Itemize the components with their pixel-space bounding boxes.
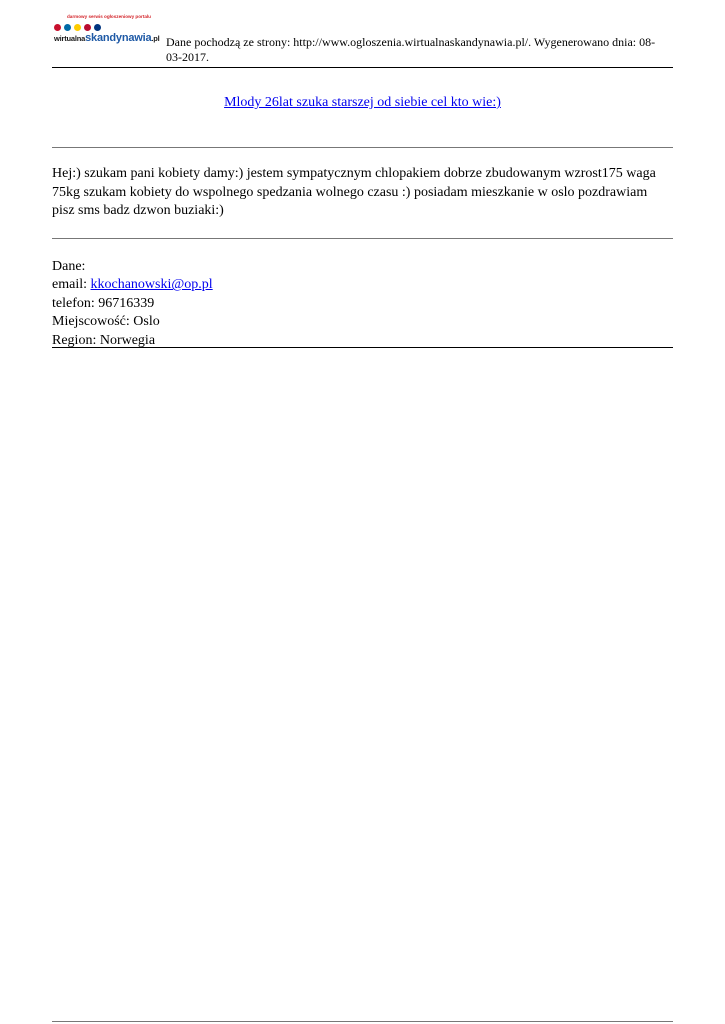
ad-title-link[interactable]: Mlody 26lat szuka starszej od siebie cel kto wie:): [224, 95, 501, 110]
logo-wordmark-suffix: .pl: [151, 34, 160, 43]
body-divider: [52, 238, 673, 239]
source-note: Dane pochodzą ze strony: http://www.ogloszenia.wirtualnaskandynawia.pl/. Wygenerowano dnia: 08-03-2017.: [166, 35, 656, 64]
city-row: Miejscowość: Oslo: [52, 314, 160, 330]
email-link[interactable]: kkochanowski@op.pl: [90, 277, 213, 293]
phone-row: telefon: 96716339: [52, 295, 155, 311]
email-row: [52, 276, 213, 294]
details-divider: [52, 347, 673, 348]
flag-icon: [84, 24, 91, 31]
header-divider: [52, 67, 673, 68]
details-heading: Dane:: [52, 259, 86, 274]
flag-icon: [64, 24, 71, 31]
contact-details: [52, 258, 213, 350]
title-divider: [52, 147, 673, 148]
footer-divider: [52, 1021, 673, 1022]
email-label: email:: [52, 277, 91, 293]
site-logo: [52, 14, 160, 46]
region-row: Region: Norwegia: [52, 332, 156, 348]
flag-icon: [74, 24, 81, 31]
logo-tagline: darmowy serwis ogłoszeniowy portalu: [67, 14, 151, 19]
ad-body: Hej:) szukam pani kobiety damy:) jestem sympatycznym chlopakiem dobrze zbudowanym wzrost175 waga 75kg szukam kobiety do wspolnego spedzania wolnego czasu :) posiadam mieszkanie w oslo pozdrawiam pisz sms badz dzwon buziaki:): [52, 166, 656, 218]
logo-wordmark: [54, 31, 160, 45]
flag-icon: [94, 24, 101, 31]
flag-icon: [54, 24, 61, 31]
logo-flags: [54, 24, 101, 31]
logo-wordmark-main: skandynawia: [85, 32, 152, 44]
logo-wordmark-prefix: wirtualna: [54, 34, 86, 43]
